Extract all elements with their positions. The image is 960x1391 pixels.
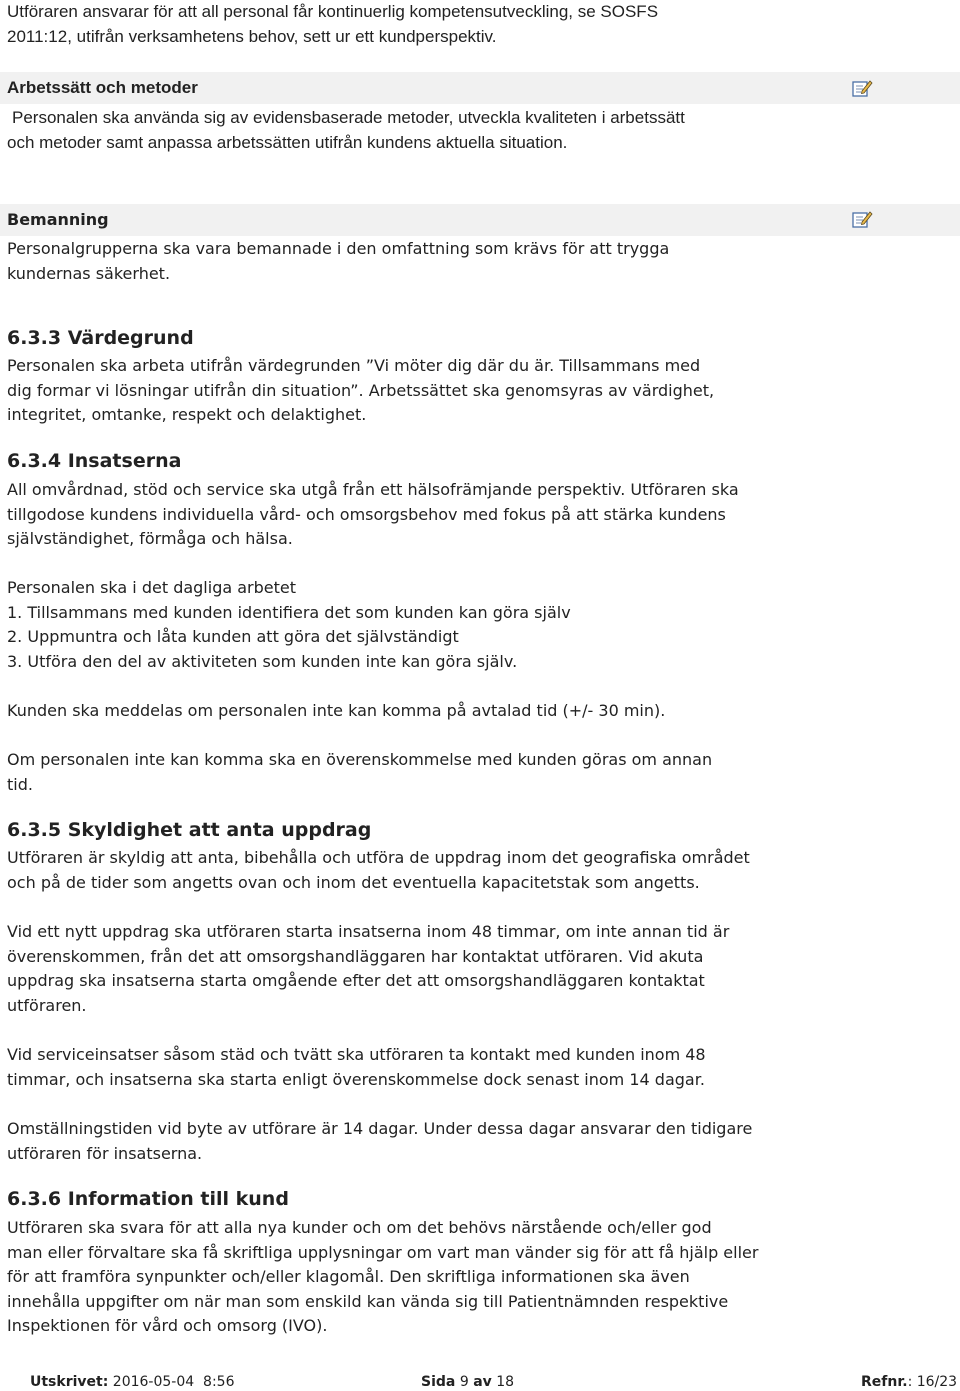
skyldighet-paragraph-3: [7, 1043, 706, 1092]
edit-icon[interactable]: [851, 77, 873, 99]
text-line: Om personalen inte kan komma ska en överenskommelse med kunden göras om annan: [7, 750, 713, 769]
text-line: och på de tider som angetts ovan och inom det eventuella kapacitetstak som angetts.: [7, 872, 700, 892]
bemanning-title: Bemanning: [7, 210, 109, 229]
text-line: och metoder samt anpassa arbetssätten utifrån kundens aktuella situation.: [7, 132, 568, 152]
text-line: integritet, omtanke, respekt och delaktighet.: [7, 405, 367, 424]
vardegrund-paragraph: [7, 354, 714, 428]
section-heading-skyldighet: 6.3.5 Skyldighet att anta uppdrag: [7, 819, 372, 841]
arbetssatt-paragraph: [7, 106, 685, 155]
footer-page-of: av: [473, 1374, 492, 1390]
list-intro: Personalen ska i det dagliga arbetet: [7, 578, 297, 597]
text-line: Personalen ska arbeta utifrån värdegrunden ”Vi möter dig där du är. Tillsammans med: [7, 356, 701, 375]
text-line: utföraren.: [7, 995, 87, 1015]
skyldighet-paragraph-1: [7, 846, 750, 895]
list-item: 1. Tillsammans med kunden identifiera det som kunden kan göra själv: [7, 602, 571, 622]
list-item: 2. Uppmuntra och låta kunden att göra det självständigt: [7, 627, 459, 646]
footer-ref-label: Refnr.: [861, 1374, 908, 1390]
footer-page: [421, 1373, 514, 1391]
section-heading-information: 6.3.6 Information till kund: [7, 1188, 289, 1210]
section-heading-vardegrund: 6.3.3 Värdegrund: [7, 327, 194, 349]
footer-page-label: Sida: [421, 1374, 456, 1390]
footer-printed: [30, 1373, 234, 1391]
footer-printed-value: 2016-05-04 8:56: [112, 1374, 235, 1390]
text-line: tid.: [7, 774, 33, 794]
text-line: självständighet, förmåga och hälsa.: [7, 529, 293, 548]
text-line: 2011:12, utifrån verksamhetens behov, sett ur ett kundperspektiv.: [7, 26, 497, 46]
footer-printed-label: Utskrivet:: [30, 1374, 109, 1390]
footer-ref: [861, 1373, 957, 1391]
footer-page-current: 9: [459, 1374, 469, 1390]
text-line: Utföraren ansvarar för att all personal får kontinuerlig kompetensutveckling, se SOSFS: [7, 2, 659, 21]
skyldighet-paragraph-2: [7, 920, 729, 1018]
insatserna-list: [7, 576, 571, 674]
text-line: Kunden ska meddelas om personalen inte kan komma på avtalad tid (+/- 30 min).: [7, 701, 666, 720]
footer-page-total: 18: [496, 1374, 515, 1390]
text-line: Utföraren är skyldig att anta, bibehålla och utföra de uppdrag inom det geografiska området: [7, 848, 750, 867]
text-line: All omvårdnad, stöd och service ska utgå från ett hälsofrämjande perspektiv. Utföraren ska: [7, 480, 739, 499]
text-line: timmar, och insatserna ska starta enligt överenskommelse dock senast inom 14 dagar.: [7, 1069, 705, 1089]
skyldighet-paragraph-4: [7, 1117, 752, 1166]
text-line: kundernas säkerhet.: [7, 263, 171, 283]
insatserna-paragraph-3: [7, 699, 665, 724]
text-line: innehålla uppgifter om när man som enskild kan vända sig till Patientnämnden respektive: [7, 1291, 729, 1311]
text-line: dig formar vi lösningar utifrån din situation”. Arbetssättet ska genomsyras av värdighet,: [7, 380, 715, 400]
intro-paragraph: [7, 0, 658, 49]
text-line: Personalen ska använda sig av evidensbaserade metoder, utveckla kvaliteten i arbetssätt: [12, 108, 685, 127]
information-paragraph: [7, 1216, 758, 1339]
text-line: man eller förvaltare ska få skriftliga upplysningar om vart man vänder sig för att få hjälp eller: [7, 1242, 759, 1262]
list-item: 3. Utföra den del av aktiviteten som kunden inte kan göra själv.: [7, 651, 518, 671]
edit-icon[interactable]: [851, 208, 873, 230]
text-line: Omställningstiden vid byte av utförare är 14 dagar. Under dessa dagar ansvarar den tidigare: [7, 1119, 753, 1138]
section-band-bemanning: [0, 204, 960, 236]
text-line: överenskommen, från det att omsorgshandläggaren har kontaktat utföraren. Vid akuta: [7, 946, 704, 966]
text-line: utföraren för insatserna.: [7, 1143, 203, 1163]
bemanning-paragraph: [7, 237, 669, 286]
text-line: Utföraren ska svara för att alla nya kunder och om det behövs närstående och/eller god: [7, 1218, 712, 1237]
text-line: Vid serviceinsatser såsom städ och tvätt ska utföraren ta kontakt med kunden inom 48: [7, 1045, 706, 1064]
arbetssatt-title: Arbetssätt och metoder: [7, 78, 198, 97]
text-line: uppdrag ska insatserna starta omgående efter det att omsorgshandläggaren kontaktat: [7, 971, 705, 990]
text-line: för att framföra synpunkter och/eller klagomål. Den skriftliga informationen ska även: [7, 1267, 690, 1286]
text-line: Inspektionen för vård och omsorg (IVO).: [7, 1316, 328, 1335]
section-heading-insatserna: 6.3.4 Insatserna: [7, 450, 182, 472]
insatserna-paragraph-1: [7, 478, 739, 552]
text-line: Personalgrupperna ska vara bemannade i den omfattning som krävs för att trygga: [7, 239, 670, 258]
footer-ref-value: : 16/23: [907, 1374, 958, 1390]
text-line: Vid ett nytt uppdrag ska utföraren starta insatserna inom 48 timmar, om inte annan tid är: [7, 922, 730, 941]
insatserna-paragraph-4: [7, 748, 712, 797]
text-line: tillgodose kundens individuella vård- och omsorgsbehov med fokus på att stärka kundens: [7, 504, 726, 524]
